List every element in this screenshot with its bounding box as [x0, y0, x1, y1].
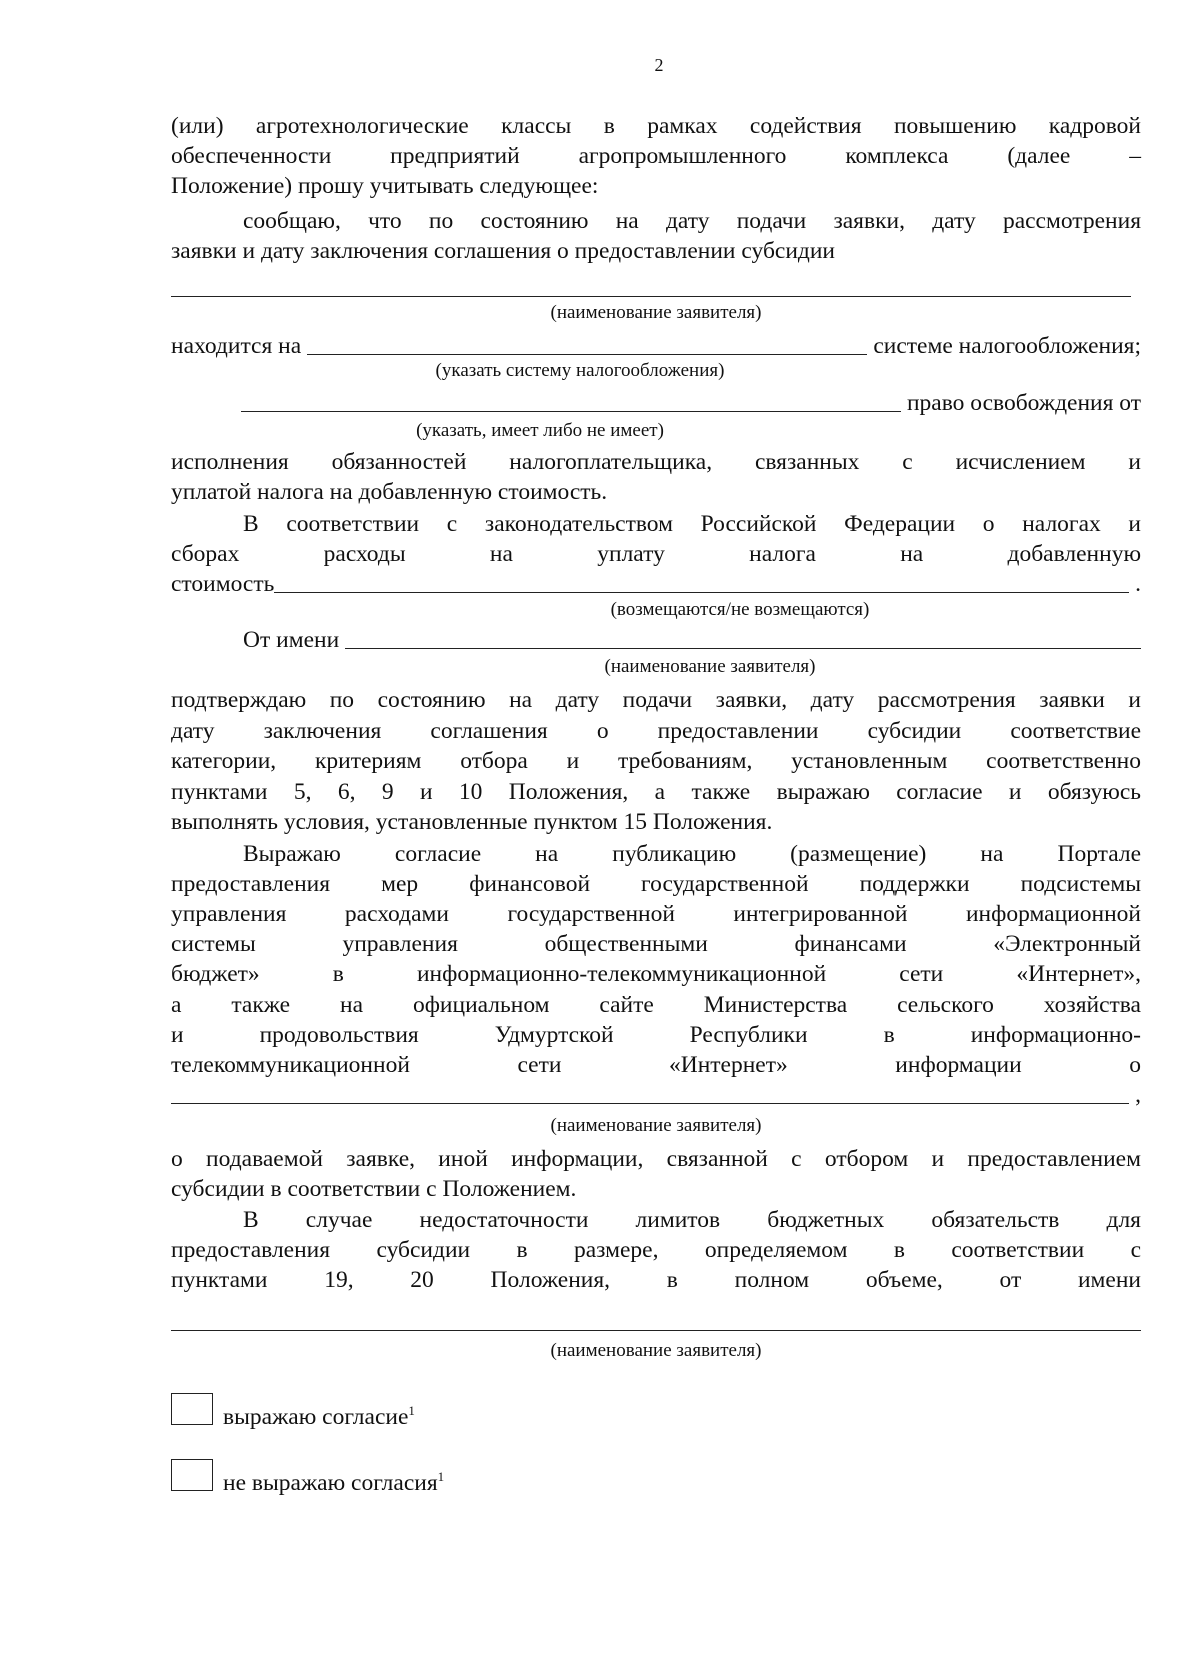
vat-exemption-field[interactable] [241, 410, 901, 412]
option-text: выражаю согласие [223, 1403, 409, 1430]
text-line: сообщаю, что по состоянию на дату подачи заявки, дату рассмотрения [243, 208, 1141, 234]
text-line: бюджет» в информационно-телекоммуникационной сети «Интернет», [171, 961, 1141, 987]
text-line: выполнять условия, установленные пунктом 15 Положения. [171, 809, 773, 835]
on-behalf-line [243, 625, 1141, 655]
text-line: субсидии в соответствии с Положением. [171, 1176, 577, 1202]
footnote-mark: 1 [408, 1403, 415, 1418]
tax-system-field[interactable] [307, 353, 867, 355]
text-line: дату заключения соглашения о предоставлении субсидии соответствие [171, 718, 1141, 744]
vat-reimbursement-line [171, 569, 1141, 599]
field-caption: (указать, имеет либо не имеет) [416, 420, 664, 441]
disagree-checkbox[interactable] [171, 1459, 213, 1491]
tax-system-line [171, 331, 1141, 361]
field-caption: (наименование заявителя) [550, 1340, 762, 1361]
text-line: исполнения обязанностей налогоплательщика, связанных с исчислением и [171, 449, 1141, 475]
applicant-name-field[interactable] [171, 296, 1131, 297]
text-line: и продовольствия Удмуртской Республики в информационно- [171, 1022, 1141, 1048]
text-line: о подаваемой заявке, иной информации, связанной с отбором и предоставлением [171, 1146, 1141, 1172]
text-line: а также на официальном сайте Министерства сельского хозяйства [171, 992, 1141, 1018]
page-number: 2 [654, 55, 664, 75]
applicant-name-field[interactable] [171, 1102, 1129, 1104]
footnote-mark: 1 [437, 1469, 445, 1484]
text-fragment: стоимость [171, 571, 275, 597]
field-caption: (наименование заявителя) [550, 302, 762, 323]
text-line: Положение) прошу учитывать следующее: [171, 173, 599, 199]
text-line: предоставления субсидии в размере, определяемом в соответствии с [171, 1237, 1141, 1263]
text-fragment: , [1135, 1082, 1141, 1108]
vat-reimbursement-field[interactable] [274, 591, 1129, 593]
text-fragment: . [1135, 571, 1141, 597]
text-fragment: право освобождения от [906, 390, 1141, 416]
agree-option-label [223, 1396, 415, 1432]
text-line: уплатой налога на добавленную стоимость. [171, 479, 608, 505]
text-line: (или) агротехнологические классы в рамках содействия повышению кадровой [171, 113, 1141, 139]
field-caption: (указать систему налогообложения) [435, 360, 725, 381]
applicant-name-field[interactable] [345, 647, 1141, 649]
text-line: В случае недостаточности лимитов бюджетных обязательств для [243, 1207, 1141, 1233]
text-line: заявки и дату заключения соглашения о предоставлении субсидии [171, 238, 836, 264]
field-caption: (наименование заявителя) [550, 1115, 762, 1136]
text-fragment: находится на [171, 333, 302, 359]
field-caption: (наименование заявителя) [604, 656, 816, 677]
text-line: Выражаю согласие на публикацию (размещение) на Портале [243, 841, 1141, 867]
text-line: предоставления мер финансовой государственной поддержки подсистемы [171, 871, 1141, 897]
text-line: пунктами 5, 6, 9 и 10 Положения, а также выражаю согласие и обязуюсь [171, 779, 1141, 805]
vat-exemption-line [241, 388, 1141, 418]
text-line: телекоммуникационной сети «Интернет» информации о [171, 1052, 1141, 1078]
disagree-option-label [223, 1462, 444, 1498]
text-line: пунктами 19, 20 Положения, в полном объеме, от имени [171, 1267, 1141, 1293]
text-fragment: От имени [243, 627, 340, 653]
field-caption: (возмещаются/не возмещаются) [610, 599, 870, 620]
text-line: подтверждаю по состоянию на дату подачи заявки, дату рассмотрения заявки и [171, 687, 1141, 713]
text-line: категории, критериям отбора и требованиям, установленным соответственно [171, 748, 1141, 774]
text-line: управления расходами государственной интегрированной информационной [171, 901, 1141, 927]
text-line: обеспеченности предприятий агропромышленного комплекса (далее – [171, 143, 1141, 169]
text-line: сборах расходы на уплату налога на добавленную [171, 541, 1141, 567]
publication-applicant-line [171, 1080, 1141, 1110]
agree-checkbox[interactable] [171, 1393, 213, 1425]
applicant-name-field[interactable] [171, 1330, 1141, 1331]
text-line: системы управления общественными финансами «Электронный [171, 931, 1141, 957]
option-text: не выражаю согласия [223, 1469, 438, 1496]
text-line: В соответствии с законодательством Российской Федерации о налогах и [243, 511, 1141, 537]
text-fragment: системе налогообложения; [873, 333, 1141, 359]
